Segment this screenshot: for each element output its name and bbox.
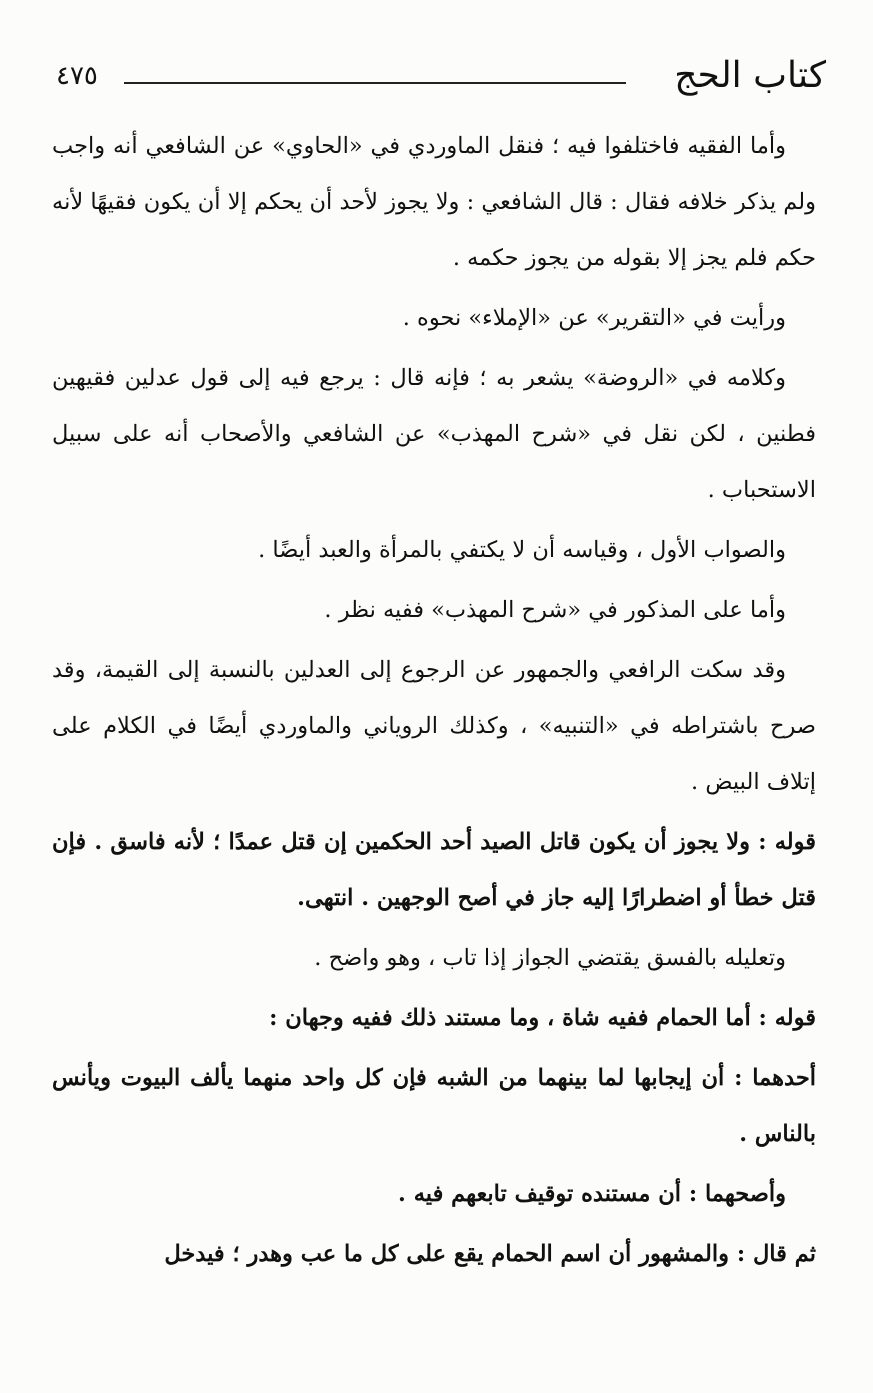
paragraph-talil: وتعليله بالفسق يقتضي الجواز إذا تاب ، وهو واضح . bbox=[314, 945, 786, 971]
paragraph-sawab: والصواب الأول ، وقياسه أن لا يكتفي بالمرأة والعبد أيضًا . bbox=[258, 537, 786, 563]
running-header bbox=[56, 52, 826, 108]
paragraph-asahhuhuma: وأصحهما : أن مستنده توقيف تابعهم فيه . bbox=[398, 1181, 786, 1207]
page-number: ٤٧٥ bbox=[56, 61, 98, 91]
paragraph-qawluhu-sayd: قوله : ولا يجوز أن يكون قاتل الصيد أحد الحكمين إن قتل عمدًا ؛ لأنه فاسق . فإن قتل خطأ أو اضطرارًا إليه جاز في أصح الوجهين . انتهى. bbox=[52, 829, 816, 911]
paragraph-faqih: وأما الفقيه فاختلفوا فيه ؛ فنقل الماوردي في «الحاوي» عن الشافعي أنه واجب ولم يذكر خلافه فقال : قال الشافعي : ولا يجوز لأحد أن يحكم إلا أن يكون فقيهًا لأنه حكم فلم يجز إلا بقوله من يجوز حكمه . bbox=[52, 133, 816, 271]
paragraph-ahaduhuma: أحدهما : أن إيجابها لما بينهما من الشبه فإن كل واحد منهما يألف البيوت ويأنس بالناس . bbox=[52, 1065, 816, 1147]
page-body bbox=[52, 118, 816, 1282]
header-rule bbox=[124, 82, 626, 84]
paragraph-rawda: وكلامه في «الروضة» يشعر به ؛ فإنه قال : يرجع فيه إلى قول عدلين فقيهين فطنين ، لكن نقل في «شرح المهذب» عن الشافعي والأصحاب أنه على سبيل الاستحباب . bbox=[52, 365, 816, 503]
paragraph-taqrir: ورأيت في «التقرير» عن «الإملاء» نحوه . bbox=[402, 305, 786, 331]
paragraph-rafii: وقد سكت الرافعي والجمهور عن الرجوع إلى العدلين بالنسبة إلى القيمة، وقد صرح باشتراطه في «التنبيه» ، وكذلك الروياني والماوردي أيضًا في الكلام على إتلاف البيض . bbox=[52, 657, 816, 795]
paragraph-qawluhu-hamam: قوله : أما الحمام ففيه شاة ، وما مستند ذلك ففيه وجهان : bbox=[269, 1005, 816, 1031]
paragraph-muhadhdhab: وأما على المذكور في «شرح المهذب» ففيه نظر . bbox=[324, 597, 786, 623]
paragraph-thumma-qal: ثم قال : والمشهور أن اسم الحمام يقع على كل ما عب وهدر ؛ فيدخل bbox=[164, 1241, 816, 1267]
chapter-title: كتاب الحج bbox=[674, 55, 826, 96]
